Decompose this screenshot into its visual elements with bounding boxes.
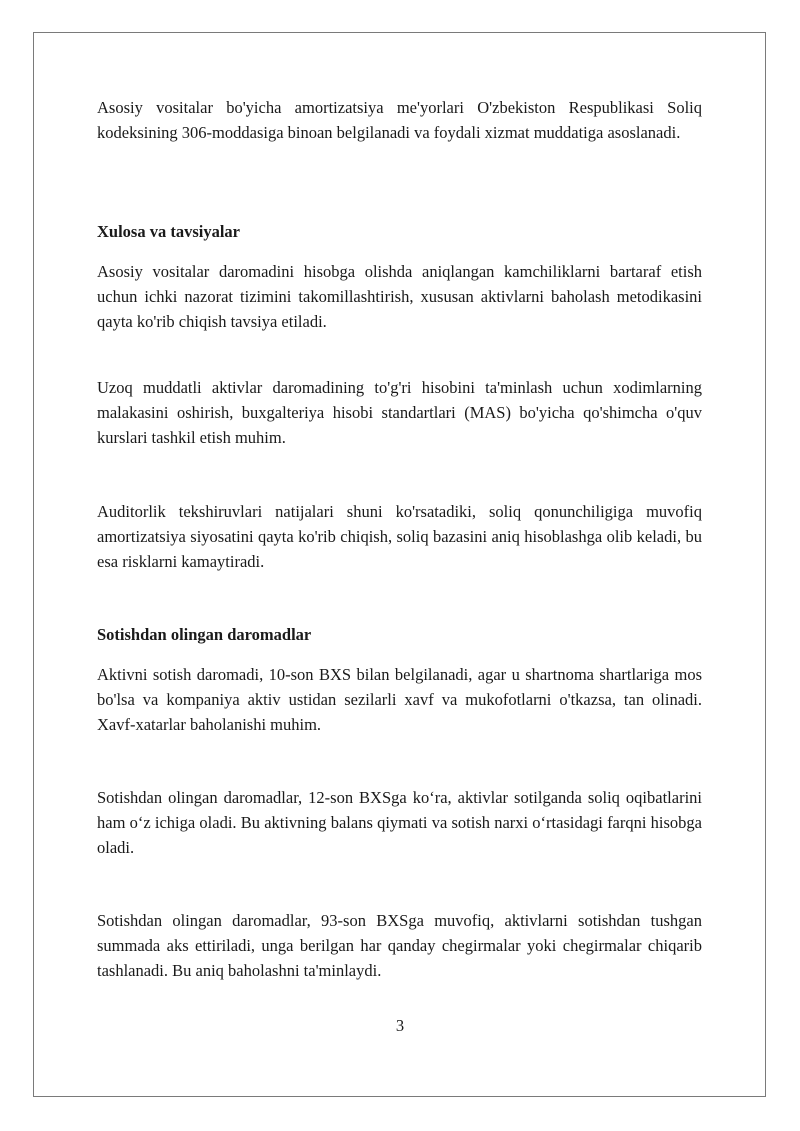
heading-sales-income: Sotishdan olingan daromadlar	[97, 625, 312, 644]
paragraph-ifrs93-sales: Sotishdan olingan daromadlar, 93-son BXSga muvofiq, aktivlarni sotishdan tushgan summada aks ettiriladi, unga berilgan har qanday chegirmalar yoki chegirmalar chiqarib tashlanadi. Bu aniq baholashni ta'minlaydi.	[97, 911, 702, 980]
paragraph-ifrs10-sales: Aktivni sotish daromadi, 10-son BXS bilan belgilanadi, agar u shartnoma shartlariga mos bo'lsa va kompaniya aktiv ustidan sezilarli xavf va mukofotlarni o'tkazsa, tan olinadi. Xavf-xatarlar baholanishi muhim.	[97, 665, 702, 734]
heading-conclusions: Xulosa va tavsiyalar	[97, 222, 241, 241]
paragraph-staff-training: Uzoq muddatli aktivlar daromadining to'g'ri hisobini ta'minlash uchun xodimlarning malakasini oshirish, buxgalteriya hisobi standartlari (MAS) bo'yicha qo'shimcha o'quv kurslari tashkil etish muhim.	[97, 378, 702, 447]
paragraph-audit-results: Auditorlik tekshiruvlari natijalari shuni ko'rsatadiki, soliq qonunchiligiga muvofiq amortizatsiya siyosatini qayta ko'rib chiqish, soliq bazasini aniq hisoblashga olib keladi, bu esa risklarni kamaytiradi.	[97, 502, 702, 571]
paragraph-internal-control: Asosiy vositalar daromadini hisobga olishda aniqlangan kamchiliklarni bartaraf etish uchun ichki nazorat tizimini takomillashtirish, xususan aktivlarni baholash metodikasini qayta ko'rib chiqish tavsiya etiladi.	[97, 262, 702, 331]
paragraph-amortization-norms: Asosiy vositalar bo'yicha amortizatsiya me'yorlari O'zbekiston Respublikasi Soliq kodeksining 306-moddasiga binoan belgilanadi va foydali xizmat muddatiga asoslanadi.	[97, 98, 702, 142]
paragraph-ifrs12-sales: Sotishdan olingan daromadlar, 12-son BXSga ko‘ra, aktivlar sotilganda soliq oqibatlarini ham o‘z ichiga oladi. Bu aktivning balans qiymati va sotish narxi o‘rtasidagi farqni hisobga oladi.	[97, 788, 702, 857]
page-number: 3	[395, 1016, 405, 1035]
